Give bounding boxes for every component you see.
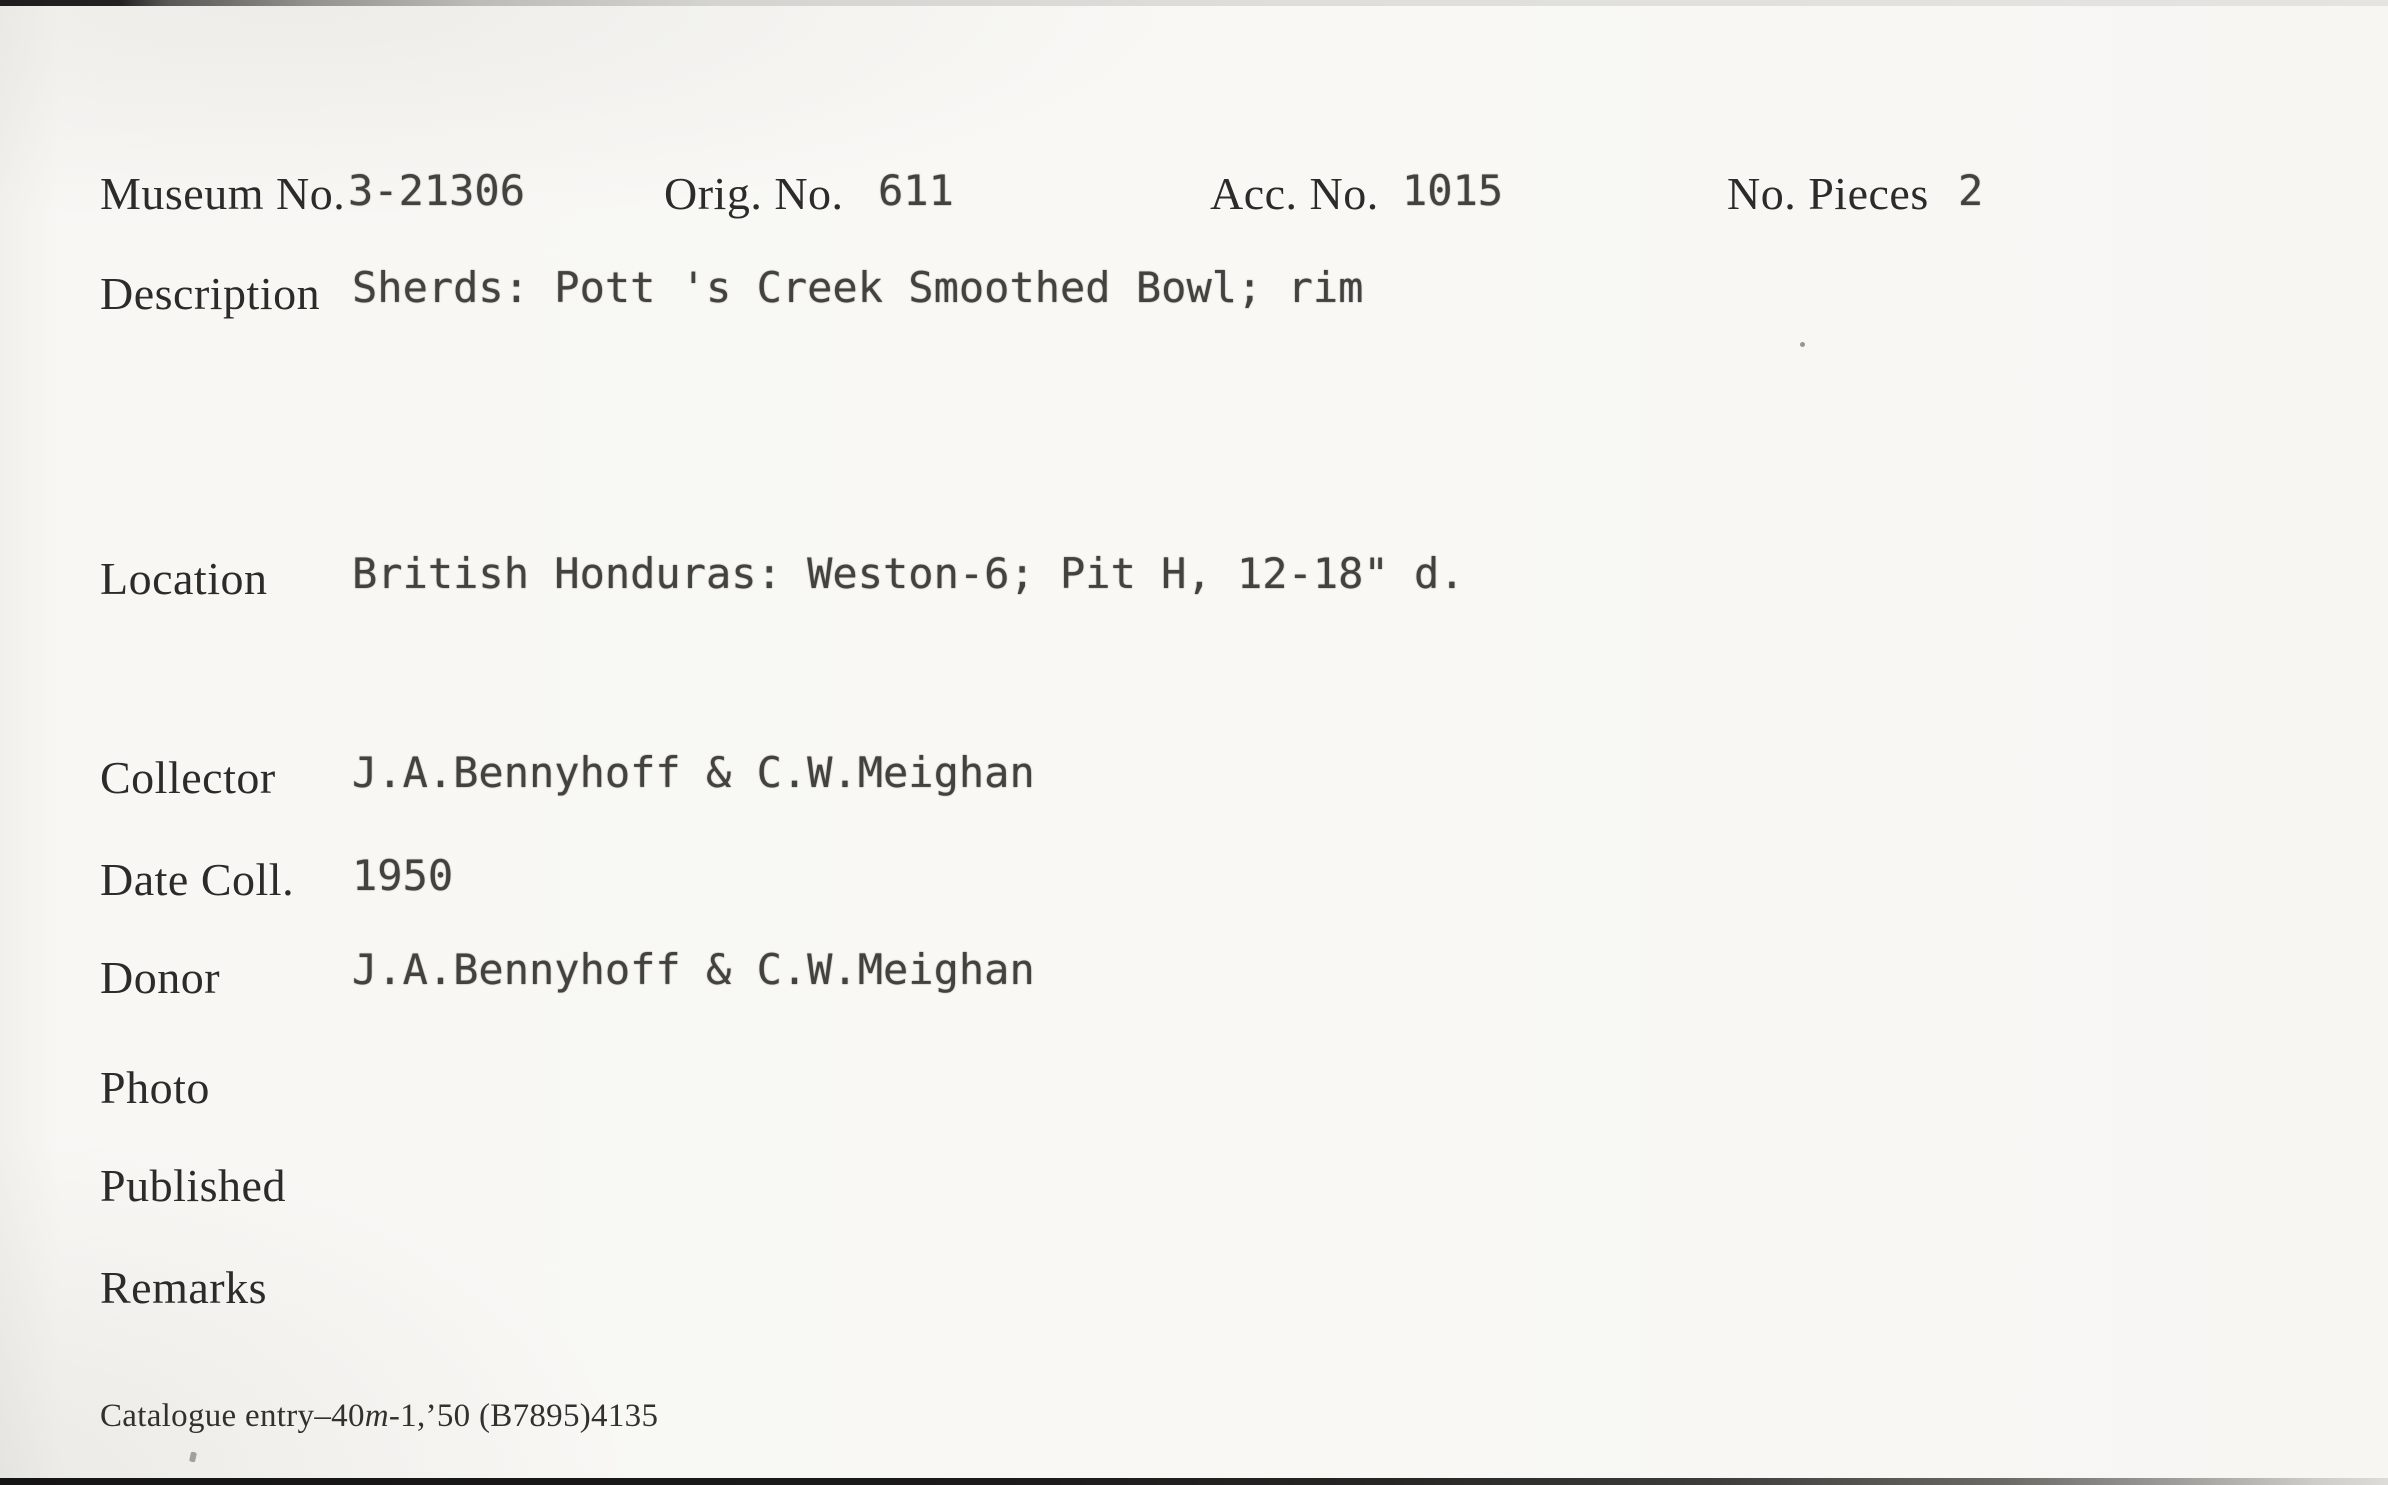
date-coll-value: 1950 [352, 851, 454, 900]
paper-speck [1800, 342, 1805, 347]
catalogue-entry-note [100, 1398, 658, 1435]
description-label: Description [100, 268, 321, 319]
orig-no-value: 611 [878, 166, 954, 215]
published-label: Published [100, 1160, 286, 1211]
acc-no-label: Acc. No. [1210, 168, 1379, 219]
catalogue-entry-prefix: Catalogue entry–40 [100, 1398, 365, 1434]
remarks-label: Remarks [100, 1262, 268, 1313]
paper-speck [189, 1451, 197, 1462]
orig-no-label: Orig. No. [664, 168, 844, 219]
acc-no-value: 1015 [1402, 166, 1504, 215]
donor-value: J.A.Bennyhoff & C.W.Meighan [352, 945, 1035, 994]
collector-label: Collector [100, 752, 276, 803]
catalogue-entry-suffix: -1,’50 (B7895)4135 [388, 1398, 659, 1434]
no-pieces-label: No. Pieces [1727, 168, 1929, 219]
photo-label: Photo [100, 1062, 210, 1113]
no-pieces-value: 2 [1958, 166, 1984, 215]
description-value: Sherds: Pott 's Creek Smoothed Bowl; rim [352, 263, 1364, 312]
scan-edge-top [0, 0, 2388, 6]
museum-no-label: Museum No. [100, 168, 346, 219]
location-value: British Honduras: Weston-6; Pit H, 12-18" d. [352, 549, 1465, 598]
scan-edge-bottom [0, 1478, 2388, 1485]
catalogue-entry-italic-m: m [364, 1398, 389, 1434]
collector-value: J.A.Bennyhoff & C.W.Meighan [352, 748, 1035, 797]
donor-label: Donor [100, 952, 221, 1003]
location-label: Location [100, 553, 268, 604]
date-coll-label: Date Coll. [100, 854, 295, 905]
museum-no-value: 3-21306 [348, 166, 526, 215]
